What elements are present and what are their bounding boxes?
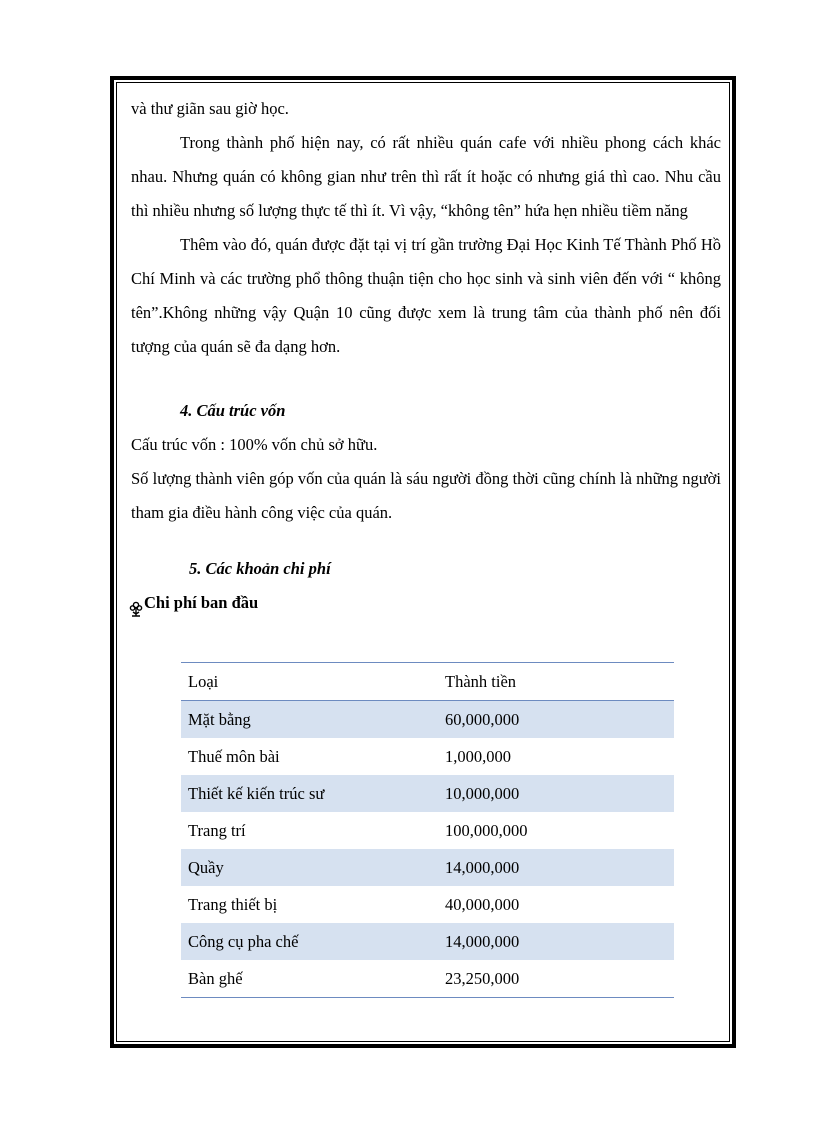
table-row	[181, 960, 674, 998]
cell-item: Thiết kế kiến trúc sư	[188, 783, 325, 803]
cell-amount: 1,000,000	[445, 746, 511, 766]
subheading-initial-costs	[129, 586, 721, 620]
section-5-heading: 5. Các khoản chi phí	[189, 559, 331, 578]
flower-bullet-icon	[129, 595, 143, 611]
cell-amount: 10,000,000	[445, 783, 520, 803]
subheading-label: Chi phí ban đầu	[144, 593, 259, 612]
paragraph-3: Thêm vào đó, quán được đặt tại vị trí gần trường Đại Học Kinh Tế Thành Phố Hồ Chí Minh và các trường phổ thông thuận tiện cho học sinh và sinh viên đến với “ không tên”.Không những vậy Quận 10 cũng được xem là trung tâm của thành phố nên đối tượng của quán sẽ đa dạng hơn.	[131, 235, 721, 356]
table-row	[181, 775, 674, 812]
section-4-heading: 4. Cấu trúc vốn	[180, 401, 286, 420]
cell-amount: 23,250,000	[445, 968, 520, 988]
cell-amount: 14,000,000	[445, 931, 520, 951]
paragraph-2: Trong thành phố hiện nay, có rất nhiều quán cafe với nhiều phong cách khác nhau. Nhưng quán có không gian như trên thì rất ít hoặc có nhưng giá thì cao. Nhu cầu thì nhiều nhưng số lượng thực tế thì ít. Vì vậy, “không tên” hứa hẹn nhiều tiềm năng	[131, 133, 721, 220]
table-row	[181, 849, 674, 886]
document-body	[131, 92, 721, 620]
header-amount: Thành tiền	[445, 671, 517, 691]
cell-item: Bàn ghế	[188, 968, 243, 988]
table-header-row	[181, 663, 674, 701]
cell-item: Thuế môn bài	[188, 746, 280, 766]
table-row	[181, 701, 674, 739]
cell-item: Trang thiết bị	[188, 894, 278, 914]
table-row	[181, 738, 674, 775]
cell-amount: 100,000,000	[445, 820, 528, 840]
table-row	[181, 923, 674, 960]
initial-cost-table	[181, 662, 674, 998]
cell-amount: 60,000,000	[445, 709, 520, 729]
cell-item: Công cụ pha chế	[188, 931, 299, 951]
cell-amount: 14,000,000	[445, 857, 520, 877]
cell-amount: 40,000,000	[445, 894, 520, 914]
section-4-line-2: Số lượng thành viên góp vốn của quán là sáu người đồng thời cũng chính là những người tham gia điều hành công việc của quán.	[131, 469, 721, 522]
table-row	[181, 812, 674, 849]
paragraph-1: và thư giãn sau giờ học.	[131, 99, 289, 118]
header-type: Loại	[188, 671, 219, 691]
cell-item: Mặt bằng	[188, 709, 251, 729]
cell-item: Trang trí	[188, 820, 246, 840]
cell-item: Quầy	[188, 857, 224, 877]
section-4-line-1: Cấu trúc vốn : 100% vốn chủ sở hữu.	[131, 435, 378, 454]
table-row	[181, 886, 674, 923]
